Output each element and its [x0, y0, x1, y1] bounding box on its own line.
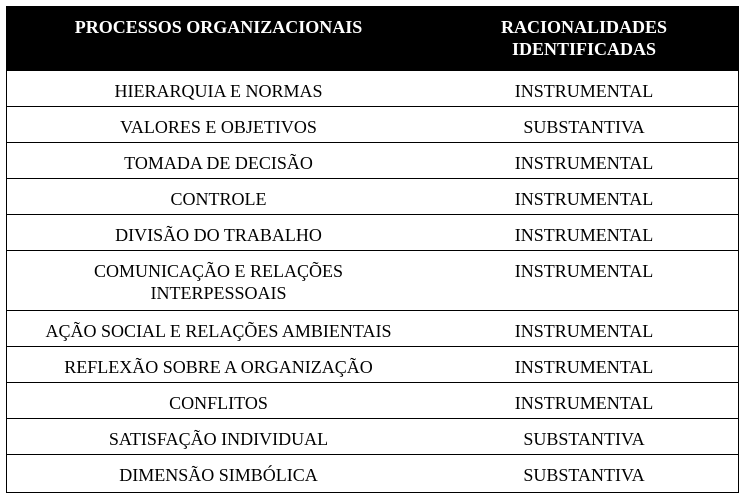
- table-row: [7, 178, 738, 214]
- table-row: [7, 310, 738, 346]
- racionalidade-cell: INSTRUMENTAL: [514, 393, 654, 413]
- processo-cell: HIERARQUIA E NORMAS: [114, 81, 323, 101]
- processo-cell: VALORES E OBJETIVOS: [120, 117, 317, 137]
- processo-cell: AÇÃO SOCIAL E RELAÇÕES AMBIENTAIS: [45, 321, 392, 341]
- header-racionalidades-line1: RACIONALIDADES: [500, 17, 668, 37]
- table-row: [7, 418, 738, 454]
- racionalidade-cell: INSTRUMENTAL: [514, 153, 654, 173]
- header-racionalidades: [430, 7, 738, 70]
- processo-cell: SATISFAÇÃO INDIVIDUAL: [108, 429, 329, 449]
- racionalidade-cell: INSTRUMENTAL: [514, 189, 654, 209]
- table-row: [7, 382, 738, 418]
- racionalidade-cell: INSTRUMENTAL: [514, 261, 654, 281]
- racionalidade-cell: INSTRUMENTAL: [514, 81, 654, 101]
- racionalidade-cell: INSTRUMENTAL: [514, 225, 654, 245]
- processo-cell: CONTROLE: [170, 189, 267, 209]
- processo-cell: CONFLITOS: [169, 393, 268, 413]
- processo-cell: REFLEXÃO SOBRE A ORGANIZAÇÃO: [64, 357, 373, 377]
- processo-cell-line1: COMUNICAÇÃO E RELAÇÕES: [93, 261, 343, 281]
- rationalities-table: [6, 6, 739, 493]
- table-row: [7, 346, 738, 382]
- header-processos: PROCESSOS ORGANIZACIONAIS: [74, 17, 363, 37]
- processo-cell: TOMADA DE DECISÃO: [124, 153, 313, 173]
- header-racionalidades-line2: IDENTIFICADAS: [511, 39, 657, 59]
- table-header-row: [7, 7, 738, 70]
- processo-cell: DIVISÃO DO TRABALHO: [115, 225, 322, 245]
- processo-cell-line2: INTERPESSOAIS: [150, 283, 287, 303]
- table-row: [7, 70, 738, 106]
- table-row: [7, 214, 738, 250]
- racionalidade-cell: SUBSTANTIVA: [523, 429, 645, 449]
- racionalidade-cell: SUBSTANTIVA: [523, 465, 645, 485]
- table-row: [7, 454, 738, 492]
- racionalidade-cell: SUBSTANTIVA: [523, 117, 645, 137]
- table-row: [7, 250, 738, 310]
- racionalidade-cell: INSTRUMENTAL: [514, 357, 654, 377]
- racionalidade-cell: INSTRUMENTAL: [514, 321, 654, 341]
- table-row: [7, 106, 738, 142]
- processo-cell: DIMENSÃO SIMBÓLICA: [119, 465, 318, 485]
- processo-cell: [7, 251, 430, 310]
- table-row: [7, 142, 738, 178]
